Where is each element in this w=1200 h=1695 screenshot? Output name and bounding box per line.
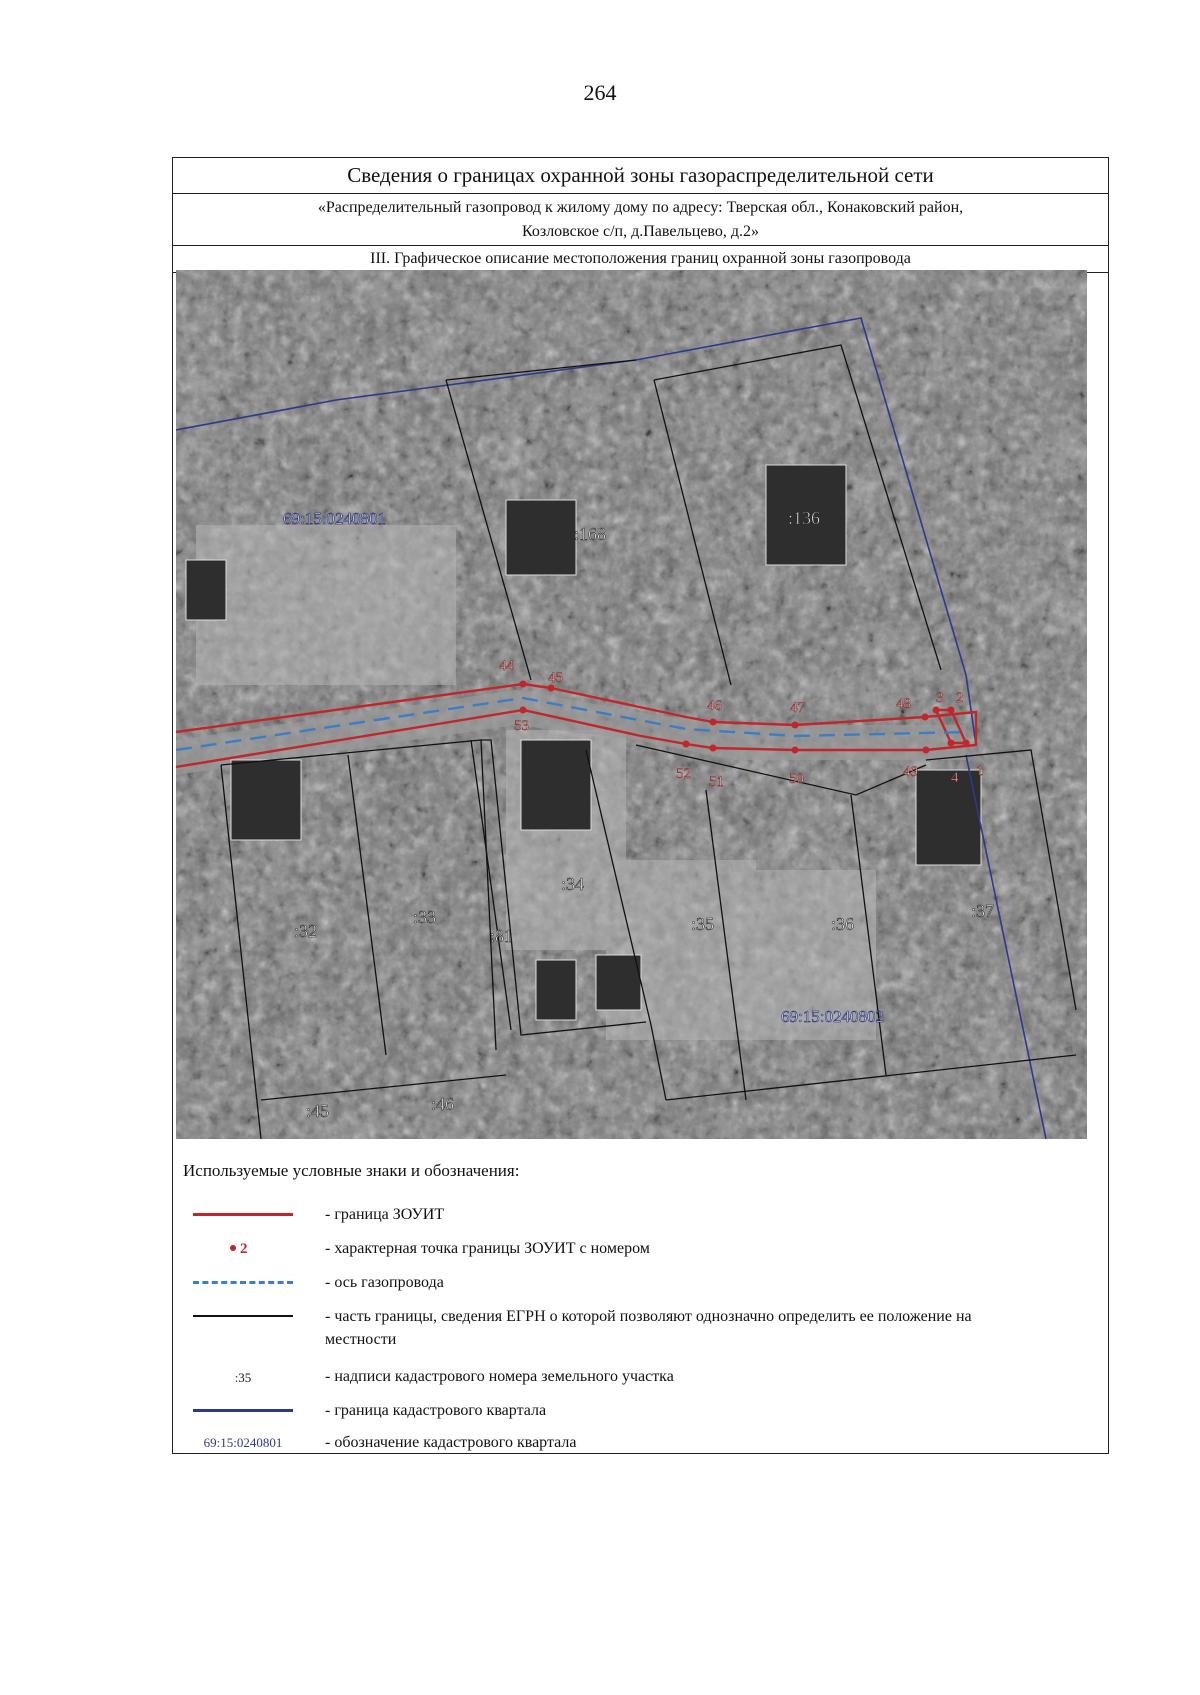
document-frame xyxy=(172,157,1109,1454)
legend-text: - граница кадастрового квартала xyxy=(325,1402,547,1419)
blue-dashed-line-symbol xyxy=(193,1281,293,1284)
section-heading: III. Графическое описание местоположения границ охранной зоны газопровода xyxy=(173,246,1108,273)
legend-text: - часть границы, сведения ЕГРН о которой позволяют однозначно определить ее положение на местности xyxy=(325,1308,972,1348)
legend-text: - характерная точка границы ЗОУИТ с номером xyxy=(325,1240,650,1257)
object-description xyxy=(173,194,1108,246)
point-label: 46 xyxy=(707,698,722,714)
red-point-symbol xyxy=(193,1237,293,1260)
map-canvas xyxy=(176,270,1087,1139)
object-description-line-2: Козловское с/п, д.Павельцево, д.2» xyxy=(522,223,759,240)
black-line-symbol xyxy=(193,1315,293,1317)
legend-text: - обозначение кадастрового квартала xyxy=(325,1434,577,1451)
point-label: 45 xyxy=(548,670,563,686)
aerial-map xyxy=(176,270,1087,1139)
parcel-label: :168 xyxy=(574,524,607,544)
point-label: 49 xyxy=(903,764,918,780)
point-label: 52 xyxy=(676,766,691,782)
legend-text: - граница ЗОУИТ xyxy=(325,1206,445,1223)
red-line-symbol xyxy=(193,1213,293,1216)
point-label: 48 xyxy=(896,696,911,712)
parcel-label: :35 xyxy=(691,914,715,934)
parcel-label: :32 xyxy=(294,921,318,941)
red-point-icon xyxy=(230,1245,236,1251)
legend xyxy=(173,1161,1110,1451)
parcel-label: :136 xyxy=(788,508,821,528)
document-title: Сведения о границах охранной зоны газораспределительной сети xyxy=(173,158,1108,194)
quarter-label: 69:15:0240802 xyxy=(781,1007,884,1026)
legend-text: - надписи кадастрового номера земельного участка xyxy=(325,1368,674,1385)
point-label: 51 xyxy=(709,774,724,790)
point-label: 47 xyxy=(790,700,805,716)
parcel-label: :46 xyxy=(431,1094,455,1114)
navy-line-symbol xyxy=(193,1409,293,1412)
point-label: 50 xyxy=(789,771,804,787)
legend-text: - ось газопровода xyxy=(325,1274,444,1291)
parcel-label: :36 xyxy=(831,914,855,934)
point-label: 1 xyxy=(976,763,984,779)
point-label: 53 xyxy=(514,718,529,734)
parcel-label: :34 xyxy=(561,874,585,894)
point-label: 3 xyxy=(936,690,944,706)
parcel-label: :37 xyxy=(971,901,995,921)
quarter-label-symbol: 69:15:0240801 xyxy=(203,1435,283,1450)
object-description-line-1: «Распределительный газопровод к жилому дому по адресу: Тверская обл., Конаковский район, xyxy=(317,199,964,216)
point-label: 4 xyxy=(951,770,959,786)
parcel-label: :33 xyxy=(413,907,437,927)
quarter-label: 69:15:0240801 xyxy=(283,509,386,528)
point-label: 2 xyxy=(956,690,964,706)
red-point-number: 2 xyxy=(240,1241,248,1257)
parcel-label: :81 xyxy=(490,926,514,946)
page-number: 264 xyxy=(583,80,617,105)
parcel-label: :45 xyxy=(306,1101,330,1121)
point-label: 44 xyxy=(499,658,514,674)
legend-heading: Используемые условные знаки и обозначения: xyxy=(183,1161,520,1180)
parcel-number-symbol: :35 xyxy=(234,1370,252,1385)
